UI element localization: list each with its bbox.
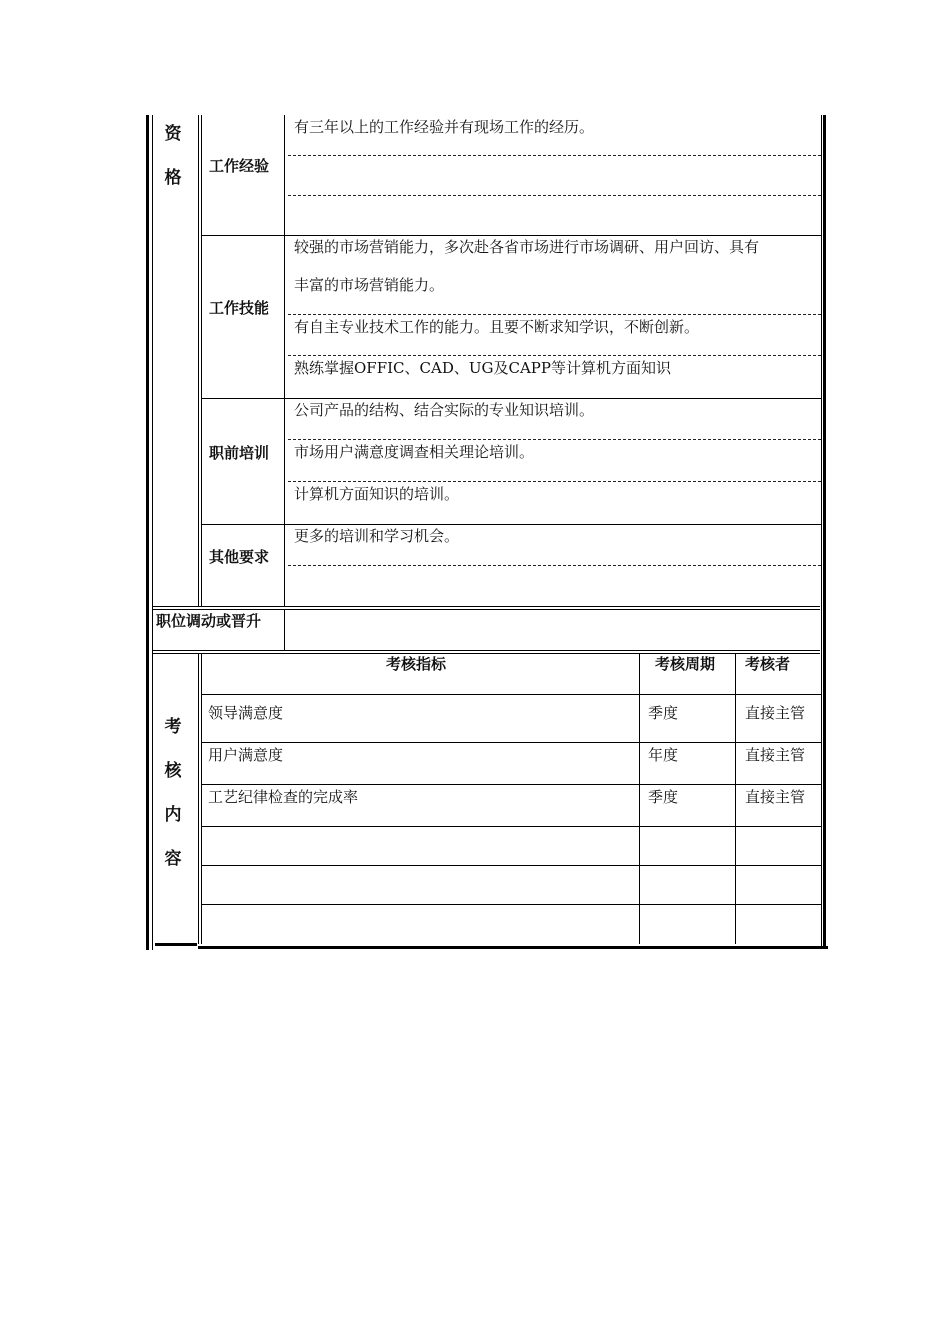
right-inner-border — [821, 115, 822, 949]
work-skills-line: 有自主专业技术工作的能力。且要不断求知学识，不断创新。 — [294, 318, 700, 336]
dashed-separator — [288, 314, 821, 315]
col-line — [198, 653, 199, 944]
left-border — [146, 115, 149, 950]
row-line — [201, 784, 822, 785]
training-line: 市场用户满意度调查相关理论培训。 — [294, 443, 535, 461]
work-experience-line: 有三年以上的工作经验并有现场工作的经历。 — [294, 118, 595, 136]
assessment-period: 年度 — [648, 746, 679, 764]
dashed-separator — [288, 565, 821, 566]
col-line — [201, 653, 202, 944]
row-line — [152, 606, 820, 607]
right-border — [823, 115, 826, 949]
dashed-separator — [288, 481, 821, 482]
assessment-assessor: 直接主管 — [745, 704, 806, 722]
row-line — [201, 398, 822, 399]
row-line — [152, 653, 820, 654]
transfer-label: 职位调动或晋升 — [156, 612, 262, 630]
assessment-period: 季度 — [648, 788, 679, 806]
row-line — [152, 650, 820, 651]
left-inner-border — [152, 115, 153, 950]
row-line — [201, 235, 822, 236]
col-line — [284, 115, 285, 607]
assessment-assessor: 直接主管 — [745, 746, 806, 764]
assessment-assessor: 直接主管 — [745, 788, 806, 806]
section-char: 资 — [164, 124, 182, 144]
section-char: 内 — [164, 805, 182, 825]
other-requirement-line: 更多的培训和学习机会。 — [294, 527, 460, 545]
col-line — [198, 115, 199, 607]
work-skills-line: 熟练掌握OFFIC、CAD、UG及CAPP等计算机方面知识 — [294, 359, 671, 377]
other-requirements-label: 其他要求 — [209, 548, 270, 566]
row-line — [201, 694, 822, 695]
section-char: 考 — [164, 717, 182, 737]
col-line — [284, 609, 285, 651]
row-line — [201, 524, 822, 525]
section-char: 容 — [164, 849, 182, 869]
dashed-separator — [288, 439, 821, 440]
dashed-separator — [288, 155, 821, 156]
work-skills-line: 丰富的市场营销能力。 — [294, 276, 445, 294]
row-line — [201, 826, 822, 827]
col-line — [735, 653, 736, 944]
col-line — [639, 653, 640, 944]
bottom-border-left — [155, 943, 197, 946]
training-line: 公司产品的结构、结合实际的专业知识培训。 — [294, 401, 595, 419]
dashed-separator — [288, 355, 821, 356]
bottom-border — [198, 946, 828, 949]
dashed-separator — [288, 195, 821, 196]
assessment-header-assessor: 考核者 — [745, 655, 791, 673]
assessment-metric: 用户满意度 — [208, 746, 284, 764]
work-skills-line: 较强的市场营销能力，多次赴各省市场进行市场调研、用户回访、具有 — [294, 238, 760, 256]
work-skills-label: 工作技能 — [209, 299, 270, 317]
assessment-period: 季度 — [648, 704, 679, 722]
row-line — [201, 742, 822, 743]
section-char: 核 — [164, 761, 182, 781]
assessment-metric: 工艺纪律检查的完成率 — [208, 788, 359, 806]
assessment-metric: 领导满意度 — [208, 704, 284, 722]
row-line — [152, 609, 820, 610]
col-line — [201, 115, 202, 607]
assessment-header-metric: 考核指标 — [386, 655, 447, 673]
section-char: 格 — [164, 168, 182, 188]
row-line — [201, 865, 822, 866]
assessment-header-period: 考核周期 — [655, 655, 716, 673]
work-experience-label: 工作经验 — [209, 157, 270, 175]
row-line — [201, 904, 822, 905]
pre-job-training-label: 职前培训 — [209, 444, 270, 462]
training-line: 计算机方面知识的培训。 — [294, 485, 460, 503]
